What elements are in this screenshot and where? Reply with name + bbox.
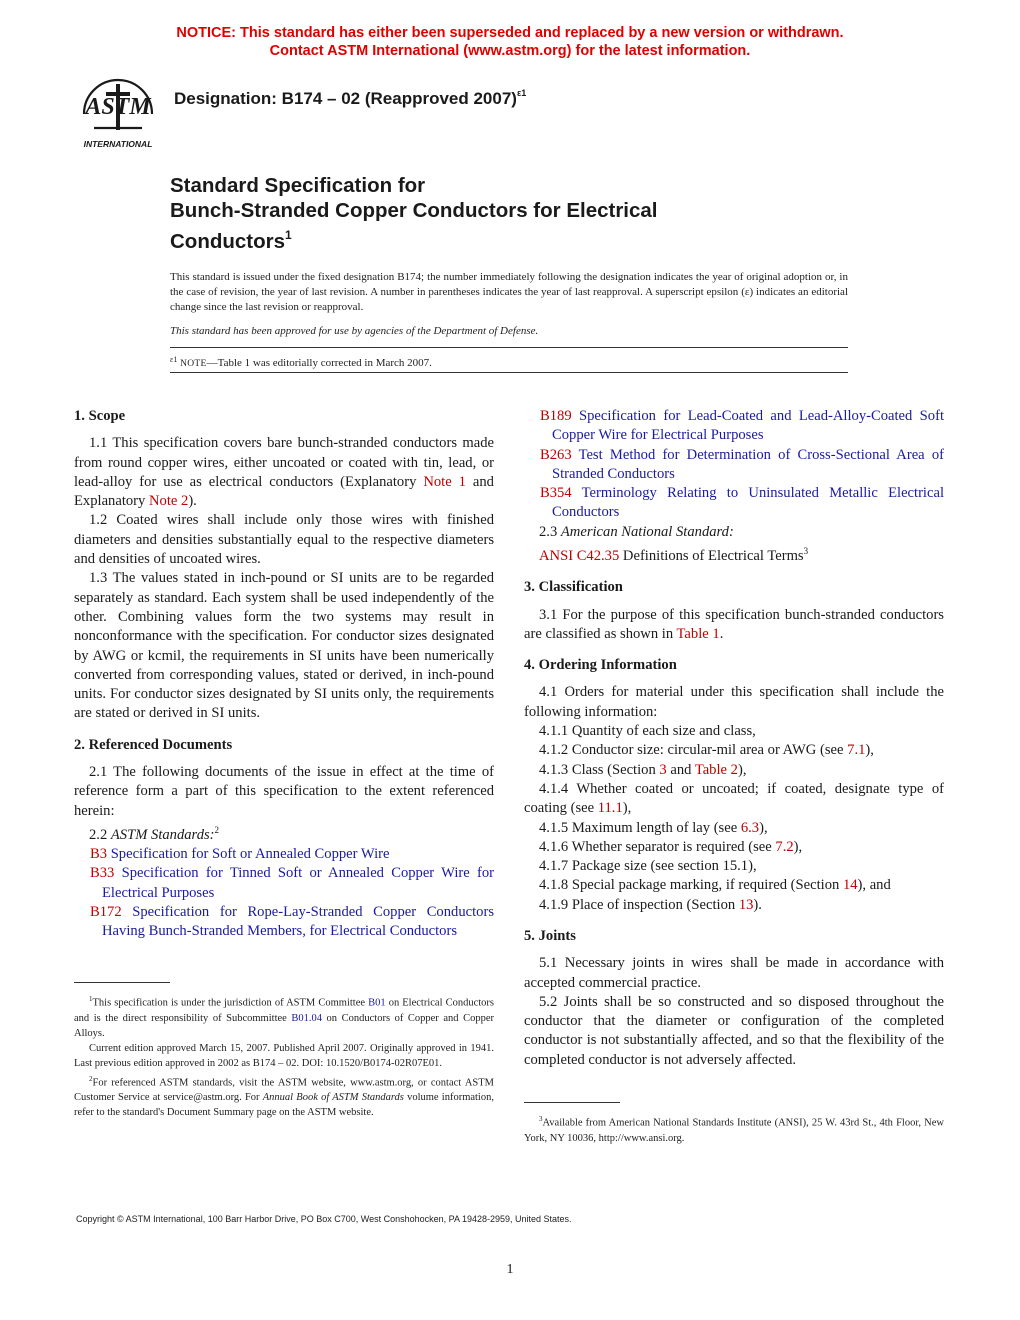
list-item: 4.1.5 Maximum length of lay (see 6.3), bbox=[539, 819, 768, 836]
left-column bbox=[74, 397, 494, 942]
table-1-link[interactable]: Table 1 bbox=[676, 625, 720, 642]
notice-line-2: Contact ASTM International (www.astm.org) for the latest information. bbox=[269, 43, 751, 59]
paragraph-1-1: 1.1 This specification covers bare bunch-stranded conductors made from round copper wires, either uncoated or coated with tin, lead, or lead-alloy for use as electrical conductors (Explanatory Note 1 and Explanatory Note 2). bbox=[74, 435, 494, 510]
section-heading: 1. Scope bbox=[74, 408, 126, 424]
designation bbox=[174, 88, 526, 109]
notice-line-1: NOTICE: This standard has either been superseded and replaced by a new version or withdrawn. bbox=[176, 25, 844, 41]
footnote-1: $^1$This specification is under the jurisdiction of ASTM Committee B01 on Electrical Conductors and is the direct responsibility of Subcommittee B01.04 on Conductors of Copper and Copper Alloys. bbox=[74, 995, 494, 1039]
footnote-divider bbox=[524, 1102, 620, 1103]
section-3-link[interactable]: 3 bbox=[659, 761, 667, 778]
footnotes-right bbox=[524, 1112, 944, 1146]
reference-b354[interactable]: B354 Terminology Relating to Uninsulated Metallic Electrical Conductors bbox=[540, 485, 944, 521]
astm-logo bbox=[76, 74, 160, 150]
reference-b189[interactable]: B189 Specification for Lead-Coated and Lead-Alloy-Coated Soft Copper Wire for Electrical Purposes bbox=[540, 408, 944, 444]
title-footnote-mark: 1 bbox=[285, 228, 292, 242]
paragraph-5-1: 5.1 Necessary joints in wires shall be made in accordance with accepted commercial practice. bbox=[524, 955, 944, 991]
paragraph-1-3: 1.3 The values stated in inch-pound or SI units are to be regarded separately as standard. Each system shall be used independently of the other. Combining values form the two systems may result in nonconformance with the specification. For conductor sizes designated by AWG or kcmil, the requirements in SI units have been numerically converted from corresponding values, stated or derived, in inch-pound units. For conductor sizes designated by SI units only, the requirements are stated or derived in SI units. bbox=[74, 570, 494, 722]
divider bbox=[170, 372, 848, 373]
reference-b33[interactable]: B33 Specification for Tinned Soft or Annealed Copper Wire for Electrical Purposes bbox=[90, 865, 494, 901]
editorial-note bbox=[170, 355, 432, 369]
list-item: 4.1.1 Quantity of each size and class, bbox=[539, 723, 756, 740]
page-number: 1 bbox=[506, 1262, 514, 1277]
paragraph-3-1: 3.1 For the purpose of this specification bunch-stranded conductors are classified as shown in Table 1. bbox=[524, 606, 944, 642]
note-2-link[interactable]: Note 2 bbox=[148, 493, 189, 510]
footnote-2: $^2$For referenced ASTM standards, visit the ASTM website, www.astm.org, or contact ASTM Customer Service at service@astm.org. For Annual Book of ASTM Standards volume information, refer to the standard's Document Summary page on the ASTM website. bbox=[74, 1074, 494, 1119]
designation-epsilon: ε1 bbox=[516, 88, 527, 98]
list-item: 4.1.2 Conductor size: circular-mil area or AWG (see 7.1), bbox=[539, 742, 874, 759]
list-item: 4.1.3 Class (Section 3 and Table 2), bbox=[539, 761, 747, 778]
reference-ansi[interactable]: ANSI C42.35 Definitions of Electrical Terms$^3$ bbox=[539, 546, 809, 564]
logo-wordmark: ASTM bbox=[85, 94, 151, 120]
footnote-3: $^3$Available from American National Standards Institute (ANSI), 25 W. 43rd St., 4th Floor, New York, NY 10036, http://www.ansi.org. bbox=[524, 1115, 944, 1144]
section-13-link[interactable]: 13 bbox=[738, 896, 754, 913]
withdrawn-notice bbox=[0, 24, 1020, 60]
page-title bbox=[170, 173, 658, 254]
enote-epsilon: ε1 bbox=[170, 355, 178, 364]
list-item: 4.1.7 Package size (see section 15.1), bbox=[539, 858, 757, 875]
paragraph-5-2: 5.2 Joints shall be so constructed and so disposed throughout the conductor that the diameter or configuration of the completed conductor is not substantially affected, and so that the flexibility of the completed conductor is not adversely affected. bbox=[524, 993, 944, 1068]
section-14-link[interactable]: 14 bbox=[842, 877, 858, 894]
subcommittee-link[interactable]: B01.04 bbox=[291, 1012, 322, 1024]
title-line-2: Bunch-Stranded Copper Conductors for Electrical bbox=[170, 199, 658, 222]
right-column bbox=[524, 407, 944, 1070]
logo-subtext: INTERNATIONAL bbox=[83, 139, 153, 149]
footnote-divider bbox=[74, 982, 170, 983]
section-heading: 5. Joints bbox=[524, 927, 576, 944]
committee-b01-link[interactable]: B01 bbox=[368, 997, 386, 1009]
copyright: Copyright © ASTM International, 100 Barr Harbor Drive, PO Box C700, West Conshohocken, PA 19428-2959, United States. bbox=[76, 1214, 572, 1224]
section-6-3-link[interactable]: 6.3 bbox=[740, 819, 760, 836]
paragraph-2-1: 2.1 The following documents of the issue in effect at the time of reference form a part of this specification to the extent referenced herein: bbox=[74, 764, 494, 819]
section-7-1-link[interactable]: 7.1 bbox=[847, 742, 866, 759]
paragraph-4-1: 4.1 Orders for material under this specification shall include the following information: bbox=[524, 684, 944, 720]
reference-b3[interactable]: B3 Specification for Soft or Annealed Copper Wire bbox=[90, 846, 390, 863]
note-1-link[interactable]: Note 1 bbox=[423, 473, 466, 490]
footnotes-left bbox=[74, 992, 494, 1121]
section-heading: 3. Classification bbox=[524, 579, 623, 596]
list-item: 4.1.6 Whether separator is required (see 7.2), bbox=[539, 838, 803, 855]
divider bbox=[170, 347, 848, 348]
section-7-2-link[interactable]: 7.2 bbox=[775, 838, 794, 855]
table-2-link[interactable]: Table 2 bbox=[694, 761, 738, 778]
reference-b172[interactable]: B172 Specification for Rope-Lay-Stranded Copper Conductors Having Bunch-Stranded Members, for Electrical Conductors bbox=[90, 903, 494, 940]
reference-b263[interactable]: B263 Test Method for Determination of Cross-Sectional Area of Stranded Conductors bbox=[540, 446, 944, 482]
preamble: This standard is issued under the fixed designation B174; the number immediately following the designation indicates the year of original adoption or, in the case of revision, the year of last revision. A number in parentheses indicates the year of last reapproval. A superscript epsilon (ε) indicates an editorial change since the last revision or reapproval. bbox=[170, 271, 848, 314]
list-item: 4.1.4 Whether coated or uncoated; if coated, designate type of coating (see 11.1), bbox=[524, 780, 944, 817]
section-heading: 2. Referenced Documents bbox=[74, 736, 233, 753]
footnote-1-edition: Current edition approved March 15, 2007. Published April 2007. Originally approved in 1941. Last previous edition approved in 2002 as B174 – 02. DOI: 10.1520/B0174-02R07E01. bbox=[74, 1043, 494, 1070]
dod-approval: This standard has been approved for use by agencies of the Department of Defense. bbox=[170, 325, 539, 337]
enote-text: —Table 1 was editorially corrected in March 2007. bbox=[206, 357, 432, 369]
paragraph-2-3: 2.3 American National Standard: bbox=[539, 523, 734, 540]
title-line-1: Standard Specification for bbox=[170, 174, 426, 197]
paragraph-1-2: 1.2 Coated wires shall include only those wires with finished diameters and densities substantially equal to the respective diameters and densities of uncoated wires. bbox=[74, 512, 494, 568]
designation-text: Designation: B174 – 02 (Reapproved 2007) bbox=[174, 89, 517, 108]
title-line-3: Conductors bbox=[170, 230, 286, 253]
list-item: 4.1.8 Special package marking, if required (Section 14), and bbox=[539, 877, 891, 894]
section-11-1-link[interactable]: 11.1 bbox=[597, 800, 623, 817]
list-item: 4.1.9 Place of inspection (Section 13). bbox=[539, 896, 762, 913]
paragraph-2-2: 2.2 ASTM Standards:$^2$ bbox=[89, 824, 220, 843]
enote-label: NOTE bbox=[180, 359, 207, 369]
section-heading: 4. Ordering Information bbox=[524, 657, 677, 674]
